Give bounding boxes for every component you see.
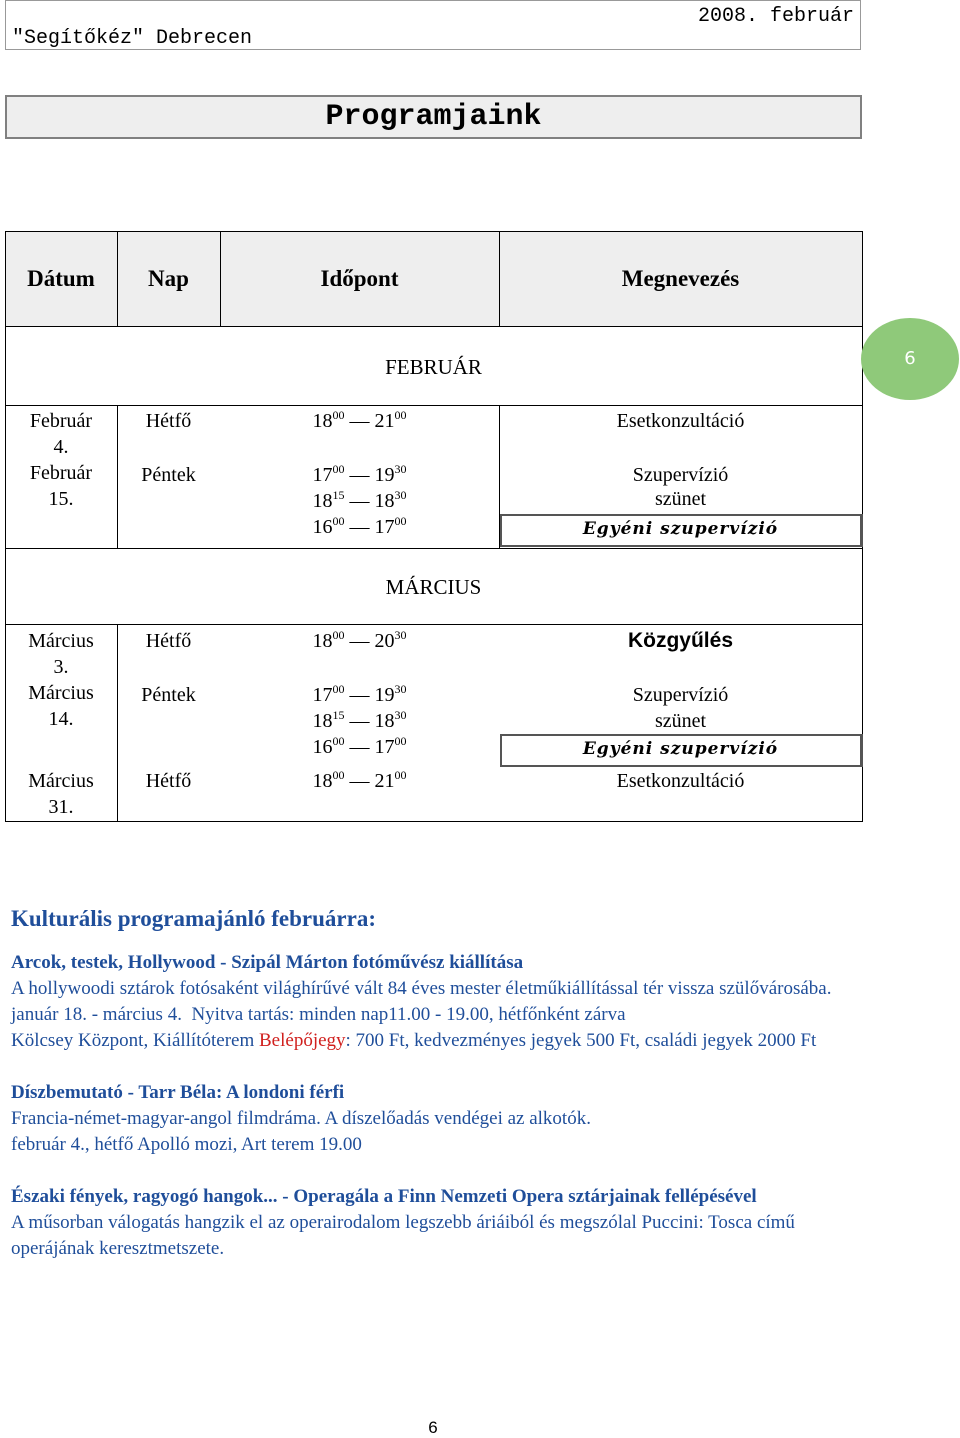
time-cell: $17^{00}$ — $19^{30}$ $18^{15}$ — $18^{30}$ $16^{00}$ — $17^{00}$: [312, 462, 407, 538]
col-header-day: Nap: [148, 266, 189, 291]
event-description: A műsorban válogatás hangzik el az operairodalom legszebb áriáiból és megszólal Puccini: Tosca című operájának keresztmetszete.: [11, 1212, 795, 1259]
program-name: Egyéni szupervízió: [582, 519, 779, 539]
date-line: Február: [29, 462, 93, 484]
program-name: Egyéni szupervízió: [582, 739, 779, 759]
program-name: Szupervízió: [632, 464, 729, 486]
date-line: 3.: [53, 656, 69, 678]
program-name: Szupervízió: [632, 684, 729, 706]
event-venue: [11, 1028, 871, 1054]
col-header-date: Dátum: [27, 266, 95, 291]
col-header-time: Időpont: [320, 266, 399, 291]
ticket-label: Belépőjegy: [259, 1030, 346, 1051]
day-cell: Hétfő: [145, 770, 192, 792]
program-name: Esetkonzultáció: [616, 770, 745, 792]
program-name: Közgyűlés: [627, 629, 734, 652]
event-hours: Nyitva tartás: minden nap11.00 - 19.00, hétfőnként zárva: [191, 1004, 626, 1025]
event-title: Arcok, testek, Hollywood - Szipál Márton fotóművész kiállítása: [11, 952, 524, 973]
month-label-february: FEBRUÁR: [385, 355, 482, 379]
culture-title: Kulturális programajánló februárra:: [11, 906, 376, 931]
program-name: Esetkonzultáció: [616, 410, 745, 432]
time-cell: $18^{00}$ — $21^{00}$: [312, 768, 407, 792]
date-line: 14.: [48, 708, 74, 730]
day-cell: Péntek: [141, 464, 196, 486]
date-line: Március: [28, 770, 94, 792]
event-description: Francia-német-magyar-angol filmdráma. A díszelőadás vendégei az alkotók.: [11, 1108, 591, 1129]
page-header: [5, 0, 861, 50]
day-cell: Hétfő: [145, 630, 192, 652]
event-dates: [11, 1002, 871, 1028]
date-line: Március: [28, 682, 94, 704]
february-dates: [5, 408, 117, 512]
program-name: szünet: [654, 710, 707, 732]
march-dates: [5, 628, 117, 732]
page-title: Programjaink: [5, 95, 862, 139]
col-header-name: Megnevezés: [621, 266, 740, 291]
page-number: 6: [428, 1418, 438, 1437]
header-date: 2008. február: [697, 5, 854, 28]
event-when: február 4., hétfő Apolló mozi, Art terem 19.00: [11, 1134, 362, 1155]
event-title: Díszbemutató - Tarr Béla: A londoni férfi: [11, 1082, 345, 1103]
event-date-range: január 18. - március 4.: [11, 1004, 182, 1025]
date-line: 31.: [48, 796, 74, 818]
time-cell: $18^{00}$ — $20^{30}$: [312, 628, 407, 652]
org-name: "Segítőkéz" Debrecen: [12, 27, 253, 50]
culture-section: [11, 906, 871, 1262]
ticket-prices: : 700 Ft, kedvezményes jegyek 500 Ft, családi jegyek 2000 Ft: [345, 1030, 817, 1051]
event-title: Északi fények, ragyogó hangok... - Operagála a Finn Nemzeti Opera sztárjainak fellépésével: [11, 1186, 757, 1207]
date-line: Március: [28, 630, 94, 652]
program-name: szünet: [654, 488, 707, 510]
march-dates-last: [5, 768, 117, 820]
page-badge: 6: [861, 318, 959, 400]
date-line: 4.: [53, 436, 69, 458]
venue-name: Kölcsey Központ, Kiállítóterem: [11, 1030, 255, 1051]
date-line: 15.: [48, 488, 74, 510]
date-line: Február: [29, 410, 93, 432]
day-cell: Péntek: [141, 684, 196, 706]
month-label-march: MÁRCIUS: [385, 575, 482, 599]
time-cell: $17^{00}$ — $19^{30}$ $18^{15}$ — $18^{30}$ $16^{00}$ — $17^{00}$: [312, 682, 407, 758]
time-cell: $18^{00}$ — $21^{00}$: [312, 408, 407, 432]
day-cell: Hétfő: [145, 410, 192, 432]
event-description: A hollywoodi sztárok fotósaként világhírűvé vált 84 éves mester életműkiállítással tér vissza szülővárosába.: [11, 978, 832, 999]
